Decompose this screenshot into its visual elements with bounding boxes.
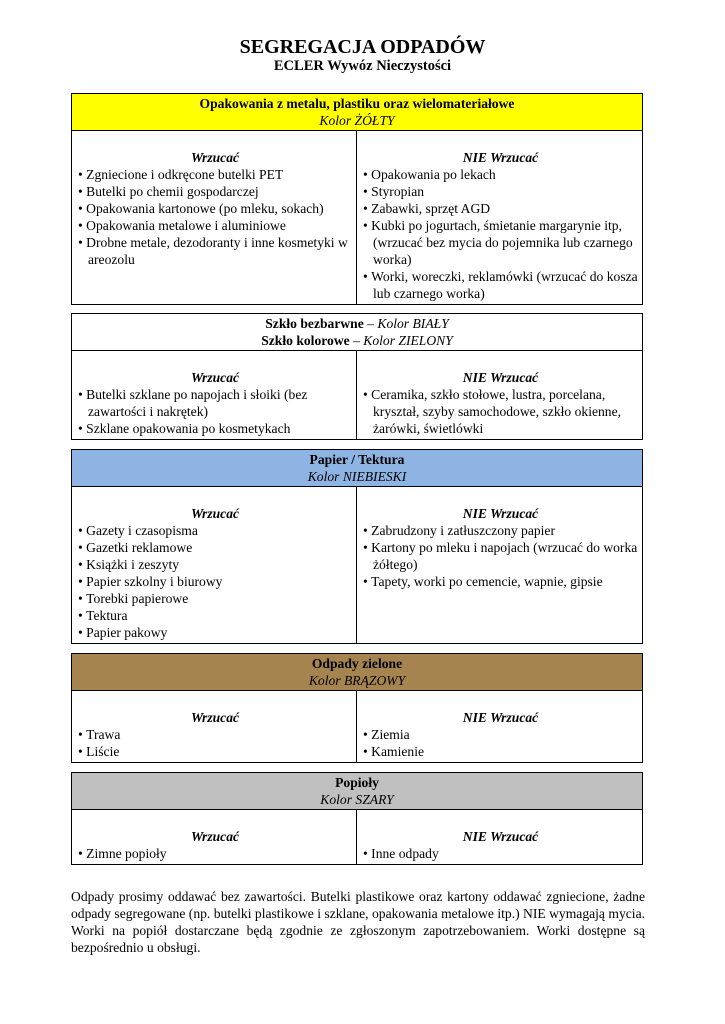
not-allowed-list xyxy=(363,845,638,862)
not-allowed-heading: NIE Wrzucać xyxy=(462,829,539,844)
not-allowed-column xyxy=(357,810,642,864)
section-title: Szkło kolorowe xyxy=(261,333,350,348)
allowed-column xyxy=(72,351,357,439)
list-item: • Butelki po chemii gospodarczej xyxy=(78,183,352,200)
list-item: • Gazety i czasopisma xyxy=(78,522,352,539)
allowed-heading: Wrzucać xyxy=(190,150,240,165)
allowed-heading: Wrzucać xyxy=(190,370,240,385)
section-glass xyxy=(71,313,643,440)
list-item: • Styropian xyxy=(363,183,638,200)
section-color-label: Kolor NIEBIESKI xyxy=(307,469,407,484)
title-separator: – xyxy=(349,333,364,348)
allowed-column xyxy=(72,487,357,643)
list-item: • Książki i zeszyty xyxy=(78,556,352,573)
list-item: • Zabawki, sprzęt AGD xyxy=(363,200,638,217)
section-body xyxy=(72,131,642,304)
section-color-label: Kolor BRĄZOWY xyxy=(308,673,406,688)
allowed-list xyxy=(78,386,352,437)
not-allowed-heading: NIE Wrzucać xyxy=(462,506,539,521)
list-item: • Inne odpady xyxy=(363,845,638,862)
allowed-column xyxy=(72,691,357,762)
list-item: • Tektura xyxy=(78,607,352,624)
not-allowed-column xyxy=(357,487,642,643)
not-allowed-column xyxy=(357,131,642,304)
section-header xyxy=(72,314,642,351)
section-title-row xyxy=(76,332,638,349)
allowed-heading: Wrzucać xyxy=(190,829,240,844)
list-item: • Kubki po jogurtach, śmietanie margarynie itp, (wrzucać bez mycia do pojemnika lub czarnego worka) xyxy=(363,217,638,268)
allowed-list xyxy=(78,845,352,862)
allowed-heading: Wrzucać xyxy=(190,710,240,725)
not-allowed-heading: NIE Wrzucać xyxy=(462,710,539,725)
section-paper xyxy=(71,449,643,644)
not-allowed-list xyxy=(363,386,638,437)
page-title: SEGREGACJA ODPADÓW xyxy=(239,36,486,58)
list-item: • Papier pakowy xyxy=(78,624,352,641)
list-item: • Worki, woreczki, reklamówki (wrzucać do kosza lub czarnego worka) xyxy=(363,268,638,302)
list-item: • Opakowania kartonowe (po mleku, sokach) xyxy=(78,200,352,217)
list-item: • Opakowania metalowe i aluminiowe xyxy=(78,217,352,234)
list-item: • Trawa xyxy=(78,726,352,743)
title-separator: – xyxy=(363,316,378,331)
list-item: • Kamienie xyxy=(363,743,638,760)
section-body xyxy=(72,487,642,643)
section-color-label: Kolor SZARY xyxy=(320,792,394,807)
not-allowed-column xyxy=(357,691,642,762)
list-item: • Szklane opakowania po kosmetykach xyxy=(78,420,352,437)
list-item: • Zabrudzony i zatłuszczony papier xyxy=(363,522,638,539)
not-allowed-list xyxy=(363,522,638,590)
section-title: Opakowania z metalu, plastiku oraz wielomateriałowe xyxy=(199,96,515,111)
not-allowed-heading: NIE Wrzucać xyxy=(462,150,539,165)
list-item: • Drobne metale, dezodoranty i inne kosmetyki w areozolu xyxy=(78,234,352,268)
section-body xyxy=(72,351,642,439)
section-title: Odpady zielone xyxy=(311,656,403,671)
allowed-list xyxy=(78,522,352,641)
list-item: • Kartony po mleku i napojach (wrzucać do worka żółtego) xyxy=(363,539,638,573)
section-green-waste xyxy=(71,653,643,763)
not-allowed-list xyxy=(363,166,638,302)
section-ashes xyxy=(71,772,643,865)
list-item: • Opakowania po lekach xyxy=(363,166,638,183)
list-item: • Ziemia xyxy=(363,726,638,743)
section-header xyxy=(72,773,642,810)
list-item: • Liście xyxy=(78,743,352,760)
section-color-label: Kolor ŻÓŁTY xyxy=(319,113,395,128)
list-item: • Gazetki reklamowe xyxy=(78,539,352,556)
allowed-list xyxy=(78,726,352,760)
allowed-heading: Wrzucać xyxy=(190,506,240,521)
list-item: • Ceramika, szkło stołowe, lustra, porcelana, kryształ, szyby samochodowe, szkło okienne, żarówki, świetlówki xyxy=(363,386,638,437)
footer-note: Odpady prosimy oddawać bez zawartości. Butelki plastikowe oraz kartony oddawać zgniecione, żadne odpady segregowane (np. butelki plastikowe i szklane, opakowania metalowe itp.) NIE wymagają mycia. Worki na popiół dostarczane będą zgodnie ze zgłoszonym zapotrzebowaniem. Worki dostępne są bezpośrednio u obsługi. xyxy=(71,889,645,955)
list-item: • Torebki papierowe xyxy=(78,590,352,607)
section-color-label: Kolor BIAŁY xyxy=(377,316,449,331)
section-color-label: Kolor ZIELONY xyxy=(363,333,453,348)
section-header xyxy=(72,94,642,131)
section-header xyxy=(72,450,642,487)
not-allowed-list xyxy=(363,726,638,760)
list-item: • Zgniecione i odkręcone butelki PET xyxy=(78,166,352,183)
section-body xyxy=(72,810,642,864)
section-title: Papier / Tektura xyxy=(309,452,405,467)
list-item: • Butelki szklane po napojach i słoiki (bez zawartości i nakrętek) xyxy=(78,386,352,420)
list-item: • Papier szkolny i biurowy xyxy=(78,573,352,590)
list-item: • Zimne popioły xyxy=(78,845,352,862)
page-subtitle: ECLER Wywóz Nieczystości xyxy=(273,58,452,74)
section-body xyxy=(72,691,642,762)
list-item: • Tapety, worki po cemencie, wapnie, gipsie xyxy=(363,573,638,590)
not-allowed-heading: NIE Wrzucać xyxy=(462,370,539,385)
allowed-column xyxy=(72,810,357,864)
section-title: Popioły xyxy=(335,775,379,790)
section-metal-plastic xyxy=(71,93,643,305)
allowed-column xyxy=(72,131,357,304)
allowed-list xyxy=(78,166,352,268)
section-title-row xyxy=(76,315,638,332)
section-title: Szkło bezbarwne xyxy=(265,316,364,331)
section-header xyxy=(72,654,642,691)
not-allowed-column xyxy=(357,351,642,439)
